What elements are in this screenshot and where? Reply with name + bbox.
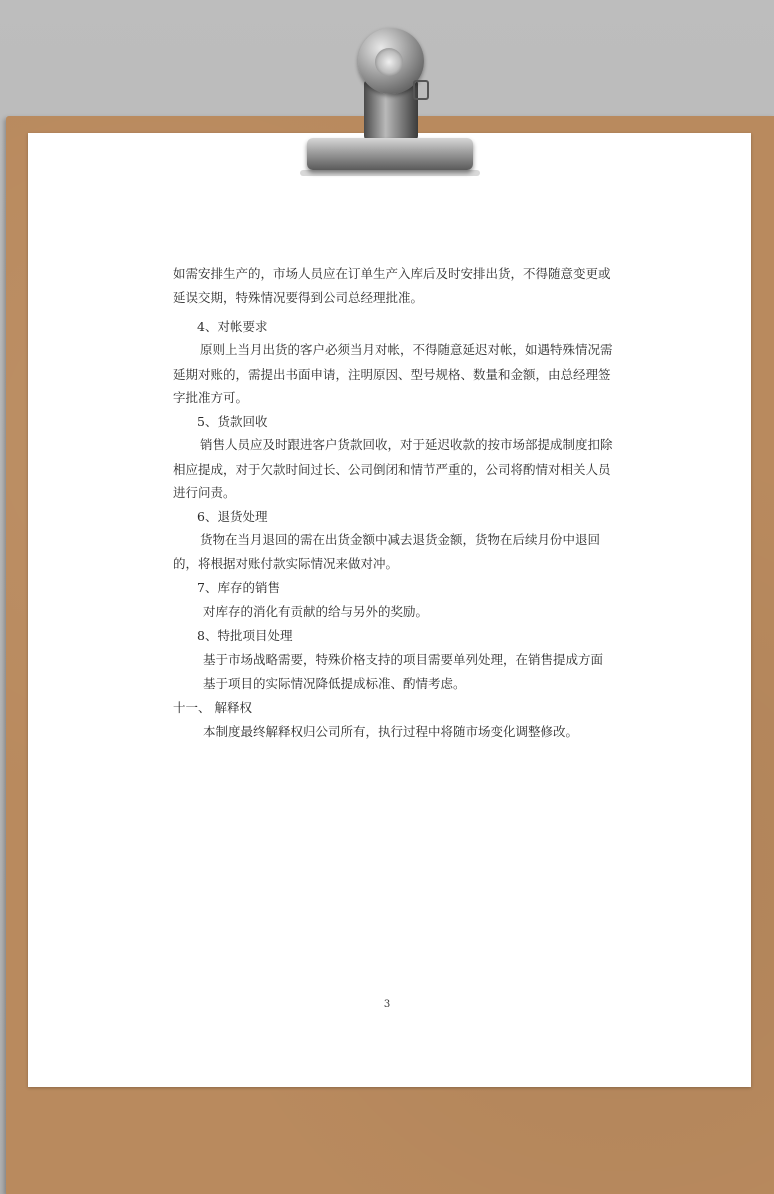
body-line: 如需安排生产的，市场人员应在订单生产入库后及时安排出货，不得随意变更或 bbox=[173, 266, 611, 281]
body-line: 字批准方可。 bbox=[173, 390, 249, 405]
body-line: 对库存的消化有贡献的给与另外的奖励。 bbox=[203, 604, 429, 619]
body-line: 原则上当月出货的客户必须当月对帐，不得随意延迟对帐，如遇特殊情况需 bbox=[200, 342, 613, 357]
section-heading: 7、库存的销售 bbox=[197, 580, 280, 595]
body-line: 进行问责。 bbox=[173, 485, 236, 500]
clip-hole bbox=[375, 48, 403, 76]
clip-pin bbox=[413, 80, 429, 100]
body-line: 本制度最终解释权归公司所有，执行过程中将随市场变化调整修改。 bbox=[203, 724, 579, 739]
body-line: 延误交期，特殊情况要得到公司总经理批准。 bbox=[173, 290, 424, 305]
body-line: 销售人员应及时跟进客户货款回收，对于延迟收款的按市场部提成制度扣除 bbox=[200, 437, 613, 452]
page-number: 3 bbox=[383, 999, 391, 1010]
body-line: 相应提成，对于欠款时间过长、公司倒闭和情节严重的，公司将酌情对相关人员 bbox=[173, 462, 611, 477]
body-line: 延期对账的，需提出书面申请，注明原因、型号规格、数量和金额，由总经理签 bbox=[173, 367, 611, 382]
section-heading: 4、对帐要求 bbox=[197, 319, 268, 334]
body-line: 的，将根据对账付款实际情况来做对冲。 bbox=[173, 556, 399, 571]
section-heading: 6、退货处理 bbox=[197, 509, 268, 524]
metal-clip bbox=[307, 138, 473, 170]
section-heading: 8、特批项目处理 bbox=[197, 628, 293, 643]
section-heading: 5、货款回收 bbox=[197, 414, 268, 429]
body-line: 基于项目的实际情况降低提成标准、酌情考虑。 bbox=[203, 676, 466, 691]
chapter-heading: 十一、 解释权 bbox=[173, 700, 252, 715]
body-line: 货物在当月退回的需在出货金额中减去退货金额，货物在后续月份中退回 bbox=[200, 532, 601, 547]
body-line: 基于市场战略需要，特殊价格支持的项目需要单列处理，在销售提成方面 bbox=[203, 652, 604, 667]
clip-shadow bbox=[300, 170, 480, 176]
